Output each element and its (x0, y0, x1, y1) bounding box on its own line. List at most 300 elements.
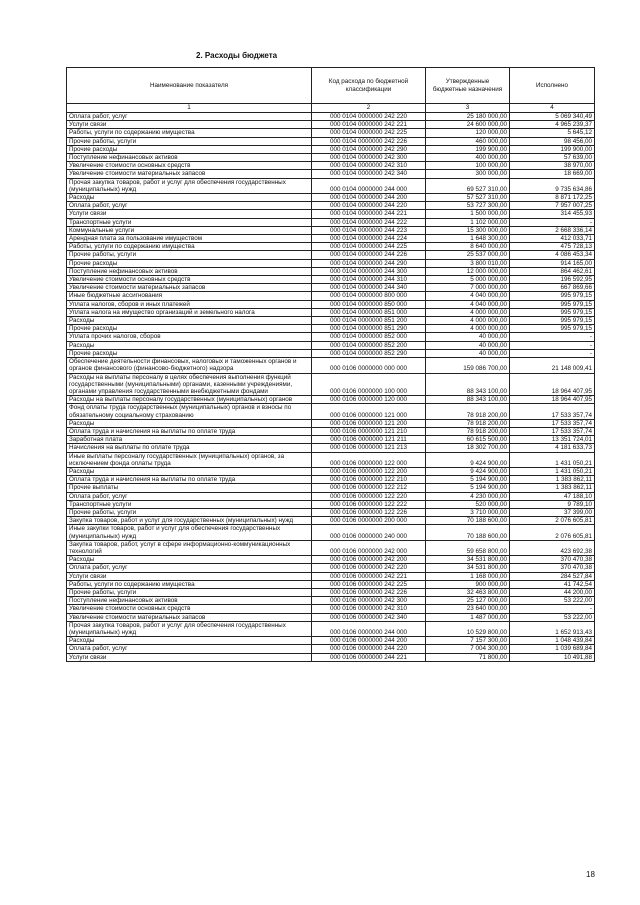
row-approved-cell: 40 000,00 (426, 341, 510, 349)
row-approved-cell: 7 000 000,00 (426, 284, 510, 292)
row-executed-cell: 995 979,15 (510, 300, 595, 308)
row-name-cell: Коммунальные услуги (67, 226, 312, 234)
row-approved-cell: 40 000,00 (426, 333, 510, 341)
row-executed-cell: 864 462,61 (510, 267, 595, 275)
row-approved-cell: 4 040 000,00 (426, 292, 510, 300)
row-approved-cell: 25 127 000,00 (426, 597, 510, 605)
row-name-cell: Расходы (67, 419, 312, 427)
row-name-cell: Оплата труда и начисления на выплаты по оплате труда (67, 427, 312, 435)
row-code-cell: 000 0104 0000000 242 220 (312, 113, 426, 121)
row-code-cell: 000 0106 0000000 122 226 (312, 508, 426, 516)
row-code-cell: 000 0104 0000000 244 223 (312, 226, 426, 234)
table-row (67, 226, 595, 234)
row-executed-cell: 196 592,95 (510, 276, 595, 284)
row-approved-cell: 40 000,00 (426, 349, 510, 357)
row-name-cell: Прочие расходы (67, 349, 312, 357)
row-code-cell: 000 0104 0000000 244 340 (312, 284, 426, 292)
row-name-cell: Оплата работ, услуг (67, 202, 312, 210)
row-approved-cell: 1 168 000,00 (426, 572, 510, 580)
row-executed-cell: 21 148 009,41 (510, 358, 595, 373)
column-number-row (67, 104, 595, 113)
table-row (67, 637, 595, 645)
table-row (67, 333, 595, 341)
row-approved-cell: 12 000 000,00 (426, 267, 510, 275)
table-row (67, 653, 595, 661)
row-executed-cell: 5 645,12 (510, 129, 595, 137)
row-name-cell: Поступление нефинансовых активов (67, 154, 312, 162)
row-code-cell: 000 0104 0000000 852 290 (312, 349, 426, 357)
row-code-cell: 000 0104 0000000 244 300 (312, 267, 426, 275)
table-row (67, 154, 595, 162)
column-header-executed: Исполнено (510, 68, 595, 104)
row-approved-cell: 25 537 000,00 (426, 251, 510, 259)
row-executed-cell: 2 076 605,81 (510, 525, 595, 540)
row-name-cell: Уплата налога на имущество организаций и земельного налога (67, 308, 312, 316)
column-header-name: Наименование показателя (67, 68, 312, 104)
row-executed-cell: 18 964 407,95 (510, 396, 595, 404)
row-name-cell: Прочие работы, услуги (67, 137, 312, 145)
row-name-cell: Поступление нефинансовых активов (67, 267, 312, 275)
table-row (67, 597, 595, 605)
row-executed-cell: 667 869,66 (510, 284, 595, 292)
table-row (67, 113, 595, 121)
row-executed-cell: 4 181 633,73 (510, 444, 595, 452)
row-approved-cell: 460 000,00 (426, 137, 510, 145)
row-approved-cell: 159 086 700,00 (426, 358, 510, 373)
row-code-cell: 000 0104 0000000 244 221 (312, 210, 426, 218)
row-name-cell: Увеличение стоимости основных средств (67, 605, 312, 613)
row-approved-cell: 59 658 800,00 (426, 540, 510, 555)
table-body (67, 113, 595, 662)
row-name-cell: Оплата работ, услуг (67, 564, 312, 572)
row-code-cell: 000 0104 0000000 242 225 (312, 129, 426, 137)
row-name-cell: Начисления на выплаты по оплате труда (67, 444, 312, 452)
row-approved-cell: 15 300 000,00 (426, 226, 510, 234)
row-approved-cell: 4 000 000,00 (426, 308, 510, 316)
row-approved-cell: 4 230 000,00 (426, 492, 510, 500)
row-code-cell: 000 0104 0000000 244 222 (312, 218, 426, 226)
row-approved-cell: 300 000,00 (426, 170, 510, 178)
row-approved-cell: 78 918 200,00 (426, 419, 510, 427)
section-title: 2. Расходы бюджета (196, 51, 278, 60)
table-header-row (67, 68, 595, 104)
table-row (67, 645, 595, 653)
row-executed-cell: 914 165,00 (510, 259, 595, 267)
table-row (67, 556, 595, 564)
row-code-cell: 000 0106 0000000 242 310 (312, 605, 426, 613)
row-code-cell: 000 0106 0000000 121 213 (312, 444, 426, 452)
row-approved-cell: 900 000,00 (426, 580, 510, 588)
row-code-cell: 000 0106 0000000 242 220 (312, 564, 426, 572)
table-row (67, 444, 595, 452)
table-row (67, 500, 595, 508)
row-name-cell: Расходы (67, 341, 312, 349)
row-code-cell: 000 0104 0000000 851 290 (312, 325, 426, 333)
row-approved-cell: 100 000,00 (426, 162, 510, 170)
row-approved-cell: 4 000 000,00 (426, 317, 510, 325)
table-row (67, 284, 595, 292)
row-executed-cell: 8 871 172,25 (510, 194, 595, 202)
row-name-cell: Транспортные услуги (67, 218, 312, 226)
row-name-cell: Оплата работ, услуг (67, 492, 312, 500)
table-row (67, 317, 595, 325)
table-row (67, 202, 595, 210)
row-code-cell: 000 0106 0000000 122 200 (312, 467, 426, 475)
row-approved-cell: 199 900,00 (426, 145, 510, 153)
table-row (67, 121, 595, 129)
table-row (67, 564, 595, 572)
row-executed-cell: 9 789,10 (510, 500, 595, 508)
row-approved-cell: 70 188 600,00 (426, 517, 510, 525)
column-number: 4 (510, 104, 595, 113)
row-name-cell: Работы, услуги по содержанию имущества (67, 243, 312, 251)
row-code-cell: 000 0106 0000000 122 220 (312, 492, 426, 500)
row-approved-cell: 53 727 300,00 (426, 202, 510, 210)
table-row (67, 517, 595, 525)
table-row (67, 525, 595, 540)
row-code-cell: 000 0106 0000000 244 200 (312, 637, 426, 645)
table-row (67, 452, 595, 467)
row-name-cell: Прочие расходы (67, 145, 312, 153)
row-name-cell: Прочая закупка товаров, работ и услуг для обеспечения государственных (муниципальных) нужд (67, 178, 312, 193)
table-row (67, 178, 595, 193)
row-executed-cell: 53 222,00 (510, 613, 595, 621)
row-code-cell: 000 0104 0000000 244 000 (312, 178, 426, 193)
row-approved-cell: 8 640 000,00 (426, 243, 510, 251)
table-row (67, 613, 595, 621)
row-approved-cell: 25 180 000,00 (426, 113, 510, 121)
table-row (67, 349, 595, 357)
row-code-cell: 000 0106 0000000 100 000 (312, 373, 426, 396)
table-row (67, 129, 595, 137)
table-row (67, 484, 595, 492)
table-row (67, 325, 595, 333)
row-executed-cell: 37 399,00 (510, 508, 595, 516)
row-name-cell: Услуги связи (67, 210, 312, 218)
row-name-cell: Расходы (67, 194, 312, 202)
row-executed-cell: 98 456,00 (510, 137, 595, 145)
row-code-cell: 000 0104 0000000 852 000 (312, 333, 426, 341)
row-executed-cell: 1 048 439,84 (510, 637, 595, 645)
row-name-cell: Услуги связи (67, 121, 312, 129)
row-executed-cell: 995 979,15 (510, 325, 595, 333)
row-code-cell: 000 0104 0000000 242 221 (312, 121, 426, 129)
row-executed-cell: 1 431 050,21 (510, 467, 595, 475)
table-row (67, 621, 595, 636)
row-code-cell: 000 0106 0000000 242 340 (312, 613, 426, 621)
row-name-cell: Оплата работ, услуг (67, 645, 312, 653)
row-name-cell: Оплата работ, услуг (67, 113, 312, 121)
row-approved-cell: 520 000,00 (426, 500, 510, 508)
row-name-cell: Заработная плата (67, 436, 312, 444)
row-code-cell: 000 0106 0000000 121 210 (312, 427, 426, 435)
row-approved-cell: 4 040 000,00 (426, 300, 510, 308)
table-row (67, 251, 595, 259)
row-executed-cell: 9 735 634,86 (510, 178, 595, 193)
row-executed-cell: 53 222,00 (510, 597, 595, 605)
row-name-cell: Иные бюджетные ассигнования (67, 292, 312, 300)
row-executed-cell: 17 533 357,74 (510, 404, 595, 419)
row-code-cell: 000 0104 0000000 850 000 (312, 300, 426, 308)
row-code-cell: 000 0106 0000000 242 200 (312, 556, 426, 564)
row-name-cell: Фонд оплаты труда государственных (муниципальных) органов и взносы по обязательному социальному страхованию (67, 404, 312, 419)
row-approved-cell: 1 648 300,00 (426, 235, 510, 243)
row-approved-cell: 7 004 300,00 (426, 645, 510, 653)
row-executed-cell: 314 455,93 (510, 210, 595, 218)
row-name-cell: Увеличение стоимости основных средств (67, 162, 312, 170)
row-name-cell: Прочие работы, услуги (67, 251, 312, 259)
column-header-code: Код расхода по бюджетной классификации (312, 68, 426, 104)
column-header-approved: Утвержденные бюджетные назначения (426, 68, 510, 104)
row-code-cell: 000 0106 0000000 122 212 (312, 484, 426, 492)
row-approved-cell: 4 000 000,00 (426, 325, 510, 333)
row-code-cell: 000 0106 0000000 122 000 (312, 452, 426, 467)
row-approved-cell: 23 640 000,00 (426, 605, 510, 613)
row-code-cell: 000 0104 0000000 242 300 (312, 154, 426, 162)
table-row (67, 170, 595, 178)
table-row (67, 580, 595, 588)
row-executed-cell: 44 200,00 (510, 588, 595, 596)
row-name-cell: Услуги связи (67, 653, 312, 661)
row-executed-cell: 2 076 605,81 (510, 517, 595, 525)
table-row (67, 308, 595, 316)
row-approved-cell: 88 343 100,00 (426, 396, 510, 404)
table-row (67, 300, 595, 308)
row-name-cell: Прочие работы, услуги (67, 508, 312, 516)
row-name-cell: Прочие работы, услуги (67, 588, 312, 596)
expenses-table (66, 67, 595, 662)
row-executed-cell: - (510, 605, 595, 613)
row-executed-cell: 7 957 007,25 (510, 202, 595, 210)
row-executed-cell: 1 383 862,11 (510, 476, 595, 484)
row-executed-cell: 284 527,84 (510, 572, 595, 580)
row-executed-cell: 995 979,15 (510, 317, 595, 325)
row-executed-cell: 47 188,10 (510, 492, 595, 500)
row-name-cell: Закупка товаров, работ и услуг для государственных (муниципальных) нужд (67, 517, 312, 525)
row-name-cell: Расходы (67, 556, 312, 564)
row-name-cell: Прочие расходы (67, 325, 312, 333)
row-approved-cell: 34 531 800,00 (426, 556, 510, 564)
row-approved-cell: 78 918 200,00 (426, 404, 510, 419)
table-row (67, 292, 595, 300)
row-approved-cell: 400 000,00 (426, 154, 510, 162)
table-row (67, 492, 595, 500)
row-name-cell: Арендная плата за пользование имуществом (67, 235, 312, 243)
table-row (67, 145, 595, 153)
table-row (67, 137, 595, 145)
row-executed-cell: 423 692,38 (510, 540, 595, 555)
row-name-cell: Обеспечение деятельности финансовых, налоговых и таможенных органов и органов финансового (финансово-бюджетного) надзора (67, 358, 312, 373)
row-code-cell: 000 0106 0000000 244 000 (312, 621, 426, 636)
row-executed-cell: 1 039 689,84 (510, 645, 595, 653)
row-approved-cell: 3 800 010,00 (426, 259, 510, 267)
row-name-cell: Уплата налогов, сборов и иных платежей (67, 300, 312, 308)
row-code-cell: 000 0106 0000000 200 000 (312, 517, 426, 525)
row-name-cell: Расходы (67, 637, 312, 645)
row-executed-cell: 18 964 407,95 (510, 373, 595, 396)
table-row (67, 218, 595, 226)
row-approved-cell: 60 615 500,00 (426, 436, 510, 444)
table-row (67, 588, 595, 596)
row-name-cell: Увеличение стоимости материальных запасов (67, 170, 312, 178)
row-executed-cell: 1 431 050,21 (510, 452, 595, 467)
column-number: 1 (67, 104, 312, 113)
row-name-cell: Увеличение стоимости материальных запасов (67, 613, 312, 621)
row-code-cell: 000 0106 0000000 242 300 (312, 597, 426, 605)
row-name-cell: Прочая закупка товаров, работ и услуг для обеспечения государственных (муниципальных) нужд (67, 621, 312, 636)
row-code-cell: 000 0104 0000000 800 000 (312, 292, 426, 300)
row-code-cell: 000 0104 0000000 851 000 (312, 308, 426, 316)
row-executed-cell: - (510, 333, 595, 341)
table-row (67, 572, 595, 580)
row-code-cell: 000 0104 0000000 244 220 (312, 202, 426, 210)
row-name-cell: Расходы на выплаты персоналу государственных (муниципальных) органов (67, 396, 312, 404)
row-name-cell: Прочие выплаты (67, 484, 312, 492)
row-code-cell: 000 0106 0000000 242 000 (312, 540, 426, 555)
row-approved-cell: 9 424 900,00 (426, 452, 510, 467)
table-row (67, 436, 595, 444)
row-approved-cell: 5 000 000,00 (426, 276, 510, 284)
row-executed-cell: 10 491,88 (510, 653, 595, 661)
row-approved-cell: 10 529 800,00 (426, 621, 510, 636)
row-name-cell: Транспортные услуги (67, 500, 312, 508)
row-code-cell: 000 0104 0000000 852 200 (312, 341, 426, 349)
column-number: 3 (426, 104, 510, 113)
row-executed-cell: 41 742,54 (510, 580, 595, 588)
table-row (67, 259, 595, 267)
row-name-cell: Увеличение стоимости материальных запасов (67, 284, 312, 292)
row-executed-cell: 370 470,38 (510, 564, 595, 572)
row-executed-cell: 18 669,00 (510, 170, 595, 178)
page-number: 18 (586, 870, 595, 879)
row-executed-cell: 17 533 357,74 (510, 419, 595, 427)
row-approved-cell: 88 343 100,00 (426, 373, 510, 396)
row-executed-cell: - (510, 341, 595, 349)
table-row (67, 341, 595, 349)
row-executed-cell: 1 383 862,11 (510, 484, 595, 492)
row-code-cell: 000 0104 0000000 242 290 (312, 145, 426, 153)
row-executed-cell: 475 728,13 (510, 243, 595, 251)
row-executed-cell: 5 069 340,49 (510, 113, 595, 121)
row-approved-cell: 1 500 000,00 (426, 210, 510, 218)
row-executed-cell: 13 351 724,01 (510, 436, 595, 444)
table-row (67, 419, 595, 427)
table-row (67, 540, 595, 555)
table-row (67, 235, 595, 243)
table-row (67, 476, 595, 484)
row-approved-cell: 7 157 300,00 (426, 637, 510, 645)
row-approved-cell: 69 527 310,00 (426, 178, 510, 193)
row-name-cell: Работы, услуги по содержанию имущества (67, 129, 312, 137)
row-approved-cell: 32 463 800,00 (426, 588, 510, 596)
row-approved-cell: 70 188 600,00 (426, 525, 510, 540)
row-executed-cell: 2 668 336,14 (510, 226, 595, 234)
row-code-cell: 000 0106 0000000 121 000 (312, 404, 426, 419)
row-code-cell: 000 0106 0000000 122 222 (312, 500, 426, 508)
row-code-cell: 000 0104 0000000 242 226 (312, 137, 426, 145)
row-approved-cell: 1 487 000,00 (426, 613, 510, 621)
row-code-cell: 000 0104 0000000 244 290 (312, 259, 426, 267)
row-executed-cell: - (510, 218, 595, 226)
row-name-cell: Прочие расходы (67, 259, 312, 267)
row-code-cell: 000 0104 0000000 851 200 (312, 317, 426, 325)
row-executed-cell: 412 033,71 (510, 235, 595, 243)
row-approved-cell: 120 000,00 (426, 129, 510, 137)
row-name-cell: Расходы (67, 317, 312, 325)
row-approved-cell: 9 424 900,00 (426, 467, 510, 475)
row-executed-cell: 995 979,15 (510, 292, 595, 300)
row-name-cell: Услуги связи (67, 572, 312, 580)
table-row (67, 276, 595, 284)
row-name-cell: Расходы на выплаты персоналу в целях обеспечения выполнения функций государственными (муниципальными) органами, казенными учреждениями, органами управления государственными внебюджетными фондами (67, 373, 312, 396)
row-executed-cell: 199 900,00 (510, 145, 595, 153)
row-code-cell: 000 0106 0000000 122 210 (312, 476, 426, 484)
table-row (67, 605, 595, 613)
row-name-cell: Оплата труда и начисления на выплаты по оплате труда (67, 476, 312, 484)
row-name-cell: Расходы (67, 467, 312, 475)
row-approved-cell: 34 531 800,00 (426, 564, 510, 572)
row-name-cell: Увеличение стоимости основных средств (67, 276, 312, 284)
row-executed-cell: 4 965 239,37 (510, 121, 595, 129)
row-executed-cell: 995 979,15 (510, 308, 595, 316)
row-approved-cell: 18 302 700,00 (426, 444, 510, 452)
row-code-cell: 000 0106 0000000 244 220 (312, 645, 426, 653)
row-executed-cell: 38 970,00 (510, 162, 595, 170)
table-row (67, 243, 595, 251)
table-row (67, 194, 595, 202)
row-executed-cell: 1 652 913,43 (510, 621, 595, 636)
row-code-cell: 000 0104 0000000 244 224 (312, 235, 426, 243)
row-executed-cell: 370 470,38 (510, 556, 595, 564)
table-row (67, 210, 595, 218)
table-row (67, 358, 595, 373)
row-executed-cell: 4 086 453,34 (510, 251, 595, 259)
row-code-cell: 000 0106 0000000 120 000 (312, 396, 426, 404)
row-code-cell: 000 0104 0000000 244 225 (312, 243, 426, 251)
table-row (67, 162, 595, 170)
row-approved-cell: 5 194 900,00 (426, 476, 510, 484)
row-approved-cell: 57 527 310,00 (426, 194, 510, 202)
row-code-cell: 000 0106 0000000 242 225 (312, 580, 426, 588)
row-name-cell: Закупка товаров, работ, услуг в сфере информационно-коммуникационных технологий (67, 540, 312, 555)
column-number: 2 (312, 104, 426, 113)
row-executed-cell: 17 533 357,74 (510, 427, 595, 435)
row-code-cell: 000 0106 0000000 244 221 (312, 653, 426, 661)
row-code-cell: 000 0104 0000000 242 340 (312, 170, 426, 178)
row-code-cell: 000 0106 0000000 242 226 (312, 588, 426, 596)
table-row (67, 404, 595, 419)
row-approved-cell: 1 102 000,00 (426, 218, 510, 226)
row-name-cell: Уплата прочих налогов, сборов (67, 333, 312, 341)
row-name-cell: Иные закупки товаров, работ и услуг для обеспечения государственных (муниципальных) нужд (67, 525, 312, 540)
table-row (67, 467, 595, 475)
row-code-cell: 000 0106 0000000 121 211 (312, 436, 426, 444)
row-code-cell: 000 0106 0000000 242 221 (312, 572, 426, 580)
row-code-cell: 000 0104 0000000 242 310 (312, 162, 426, 170)
table-row (67, 396, 595, 404)
row-approved-cell: 3 710 000,00 (426, 508, 510, 516)
row-executed-cell: 57 639,00 (510, 154, 595, 162)
table-row (67, 427, 595, 435)
row-approved-cell: 78 918 200,00 (426, 427, 510, 435)
row-approved-cell: 5 194 900,00 (426, 484, 510, 492)
row-code-cell: 000 0104 0000000 244 310 (312, 276, 426, 284)
table-row (67, 267, 595, 275)
row-approved-cell: 71 800,00 (426, 653, 510, 661)
row-approved-cell: 24 600 000,00 (426, 121, 510, 129)
row-name-cell: Иные выплаты персоналу государственных (муниципальных) органов, за исключением фонда оплаты труда (67, 452, 312, 467)
row-executed-cell: - (510, 349, 595, 357)
